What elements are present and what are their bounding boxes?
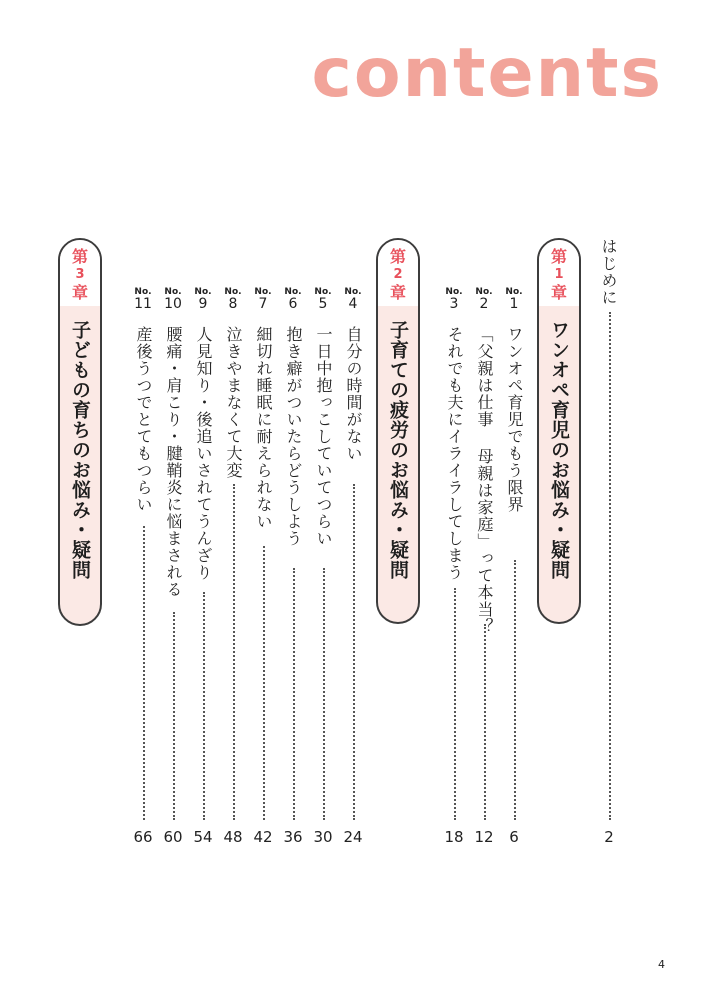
toc-item-9[interactable]: 人見知り・後追いされてうんざり: [194, 326, 213, 581]
item-number: No. 10: [164, 287, 182, 313]
leader-dots: [143, 526, 145, 820]
leader-dots: [484, 624, 486, 820]
toc-item-3[interactable]: それでも夫にイライラしてしまう: [445, 326, 464, 581]
chapter-1-label: 第 1 章: [550, 247, 567, 302]
page-number: 18: [444, 828, 464, 846]
toc-item-7[interactable]: 細切れ睡眠に耐えられない: [254, 326, 273, 530]
toc-item-6[interactable]: 抱き癖がついたらどうしよう: [284, 326, 303, 547]
item-number: No. 11: [134, 287, 152, 313]
chapter-2-label: 第 2 章: [389, 247, 406, 302]
item-number: No. 7: [254, 287, 272, 313]
page-number-footer: 4: [658, 958, 665, 971]
leader-dots: [514, 560, 516, 820]
page-number: 30: [313, 828, 333, 846]
leader-dots: [454, 588, 456, 820]
item-number: No. 4: [344, 287, 362, 313]
leader-dots: [609, 312, 611, 820]
chapter-3-badge[interactable]: [58, 238, 102, 626]
page-number: 6: [509, 828, 519, 846]
item-number: No. 5: [314, 287, 332, 313]
chapter-1-title: ワンオペ育児のお悩み・疑問: [548, 320, 570, 580]
toc-item-4[interactable]: 自分の時間がない: [344, 326, 363, 462]
item-number: No. 9: [194, 287, 212, 313]
leader-dots: [323, 568, 325, 820]
intro-text[interactable]: はじめに: [599, 238, 618, 306]
contents-title: contents: [311, 34, 663, 113]
page-number: 24: [343, 828, 363, 846]
page-number: 12: [474, 828, 494, 846]
page-number: 36: [283, 828, 303, 846]
chapter-2-badge[interactable]: [376, 238, 420, 624]
chapter-3-label: 第 3 章: [71, 247, 88, 302]
leader-dots: [353, 484, 355, 820]
toc-item-11[interactable]: 産後うつでとてもつらい: [134, 326, 153, 513]
page-number: 66: [133, 828, 153, 846]
leader-dots: [203, 592, 205, 820]
chapter-3-title: 子どもの育ちのお悩み・疑問: [69, 320, 91, 580]
leader-dots: [263, 546, 265, 820]
item-number: No. 6: [284, 287, 302, 313]
item-number: No. 1: [505, 287, 523, 313]
toc-item-2[interactable]: 「父親は仕事 母親は家庭」って本当？: [475, 326, 494, 635]
toc-item-5[interactable]: 一日中抱っこしていてつらい: [314, 326, 333, 547]
chapter-2-title: 子育ての疲労のお悩み・疑問: [387, 320, 409, 580]
leader-dots: [293, 568, 295, 820]
leader-dots: [233, 484, 235, 820]
page-number: 60: [163, 828, 183, 846]
item-number: No. 2: [475, 287, 493, 313]
page-number: 54: [193, 828, 213, 846]
intro-page-number: 2: [604, 828, 614, 846]
leader-dots: [173, 612, 175, 820]
page-number: 48: [223, 828, 243, 846]
toc-item-10[interactable]: 腰痛・肩こり・腱鞘炎に悩まされる: [164, 326, 183, 598]
item-number: No. 3: [445, 287, 463, 313]
chapter-1-badge[interactable]: [537, 238, 581, 624]
item-number: No. 8: [224, 287, 242, 313]
page-number: 42: [253, 828, 273, 846]
toc-item-8[interactable]: 泣きやまなくて大変: [224, 326, 243, 479]
toc-item-1[interactable]: ワンオペ育児でもう限界: [505, 326, 524, 513]
